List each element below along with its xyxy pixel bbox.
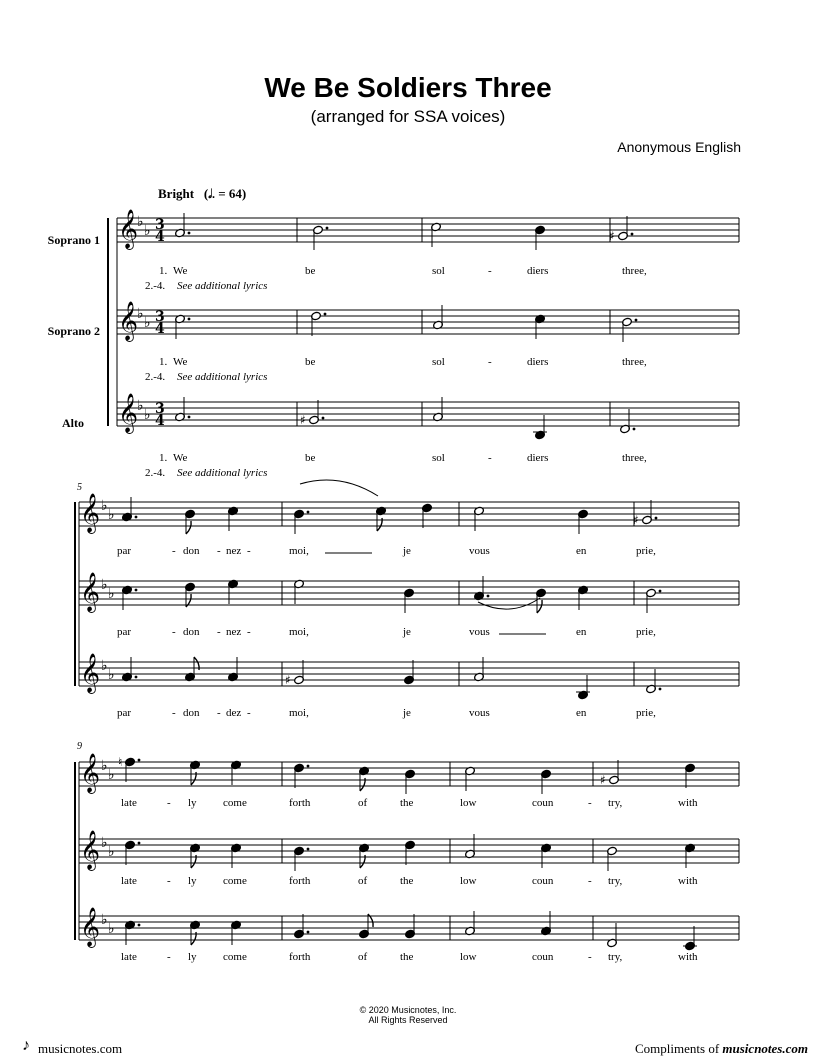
lyric-syllable: - bbox=[488, 356, 492, 368]
lyric-syllable: coun bbox=[532, 797, 554, 809]
lyric-syllable: with bbox=[678, 951, 698, 963]
lyric-syllable: - bbox=[167, 875, 171, 887]
lyric-syllable: - bbox=[488, 265, 492, 277]
dot bbox=[635, 319, 638, 322]
dot bbox=[188, 232, 191, 235]
time-signature-bottom: 4 bbox=[155, 321, 165, 337]
lyric-syllable: en bbox=[576, 707, 587, 719]
sharp-icon: ♯ bbox=[600, 773, 606, 787]
time-signature-top: 3 bbox=[155, 217, 165, 233]
lyric-syllable: par bbox=[117, 707, 132, 719]
dot bbox=[307, 931, 310, 934]
part-label-soprano2: Soprano 2 bbox=[47, 324, 100, 338]
treble-clef-icon: 𝄞 bbox=[118, 393, 139, 433]
lyric-syllable: - bbox=[588, 797, 592, 809]
lyric-syllable: try, bbox=[608, 875, 623, 887]
treble-clef-icon: 𝄞 bbox=[80, 653, 101, 693]
eighth-flag bbox=[186, 521, 191, 534]
dot bbox=[307, 765, 310, 768]
lyric-syllable: three, bbox=[622, 356, 647, 368]
flat-icon: ♭ bbox=[137, 306, 144, 322]
flat-icon: ♭ bbox=[101, 758, 108, 774]
lyric-syllable: don bbox=[183, 626, 200, 638]
dot bbox=[135, 676, 138, 679]
sharp-icon: ♯ bbox=[285, 673, 291, 687]
lyric-syllable: late bbox=[121, 797, 137, 809]
lyric-syllable: the bbox=[400, 951, 414, 963]
treble-clef-icon: 𝄞 bbox=[80, 753, 101, 793]
dot bbox=[326, 227, 329, 230]
flat-icon: ♭ bbox=[144, 223, 151, 239]
brand-link[interactable]: musicnotes.com bbox=[38, 1041, 123, 1056]
part-label-soprano1: Soprano 1 bbox=[47, 233, 100, 247]
lyric-syllable: je bbox=[403, 707, 411, 719]
lyric-syllable: - bbox=[217, 707, 221, 719]
dot bbox=[188, 416, 191, 419]
lyric-syllable: vous bbox=[469, 707, 490, 719]
copyright-line1: © 2020 Musicnotes, Inc. bbox=[359, 1005, 457, 1015]
lyric-syllable: diers bbox=[527, 265, 549, 277]
lyric-syllable: dez bbox=[226, 707, 242, 719]
eighth-flag bbox=[537, 600, 542, 613]
lyric-syllable: ly bbox=[188, 951, 197, 963]
treble-clef-icon: 𝄞 bbox=[80, 830, 101, 870]
lyric-syllable: low bbox=[460, 875, 477, 887]
flat-icon: ♭ bbox=[144, 407, 151, 423]
treble-clef-icon: 𝄞 bbox=[80, 572, 101, 612]
additional-lyrics-note: See additional lyrics bbox=[177, 371, 268, 383]
dot bbox=[631, 233, 634, 236]
lyric-syllable: three, bbox=[622, 452, 647, 464]
lyric-syllable: ly bbox=[188, 797, 197, 809]
flat-icon: ♭ bbox=[101, 912, 108, 928]
dot bbox=[633, 428, 636, 431]
flat-icon: ♭ bbox=[108, 586, 115, 602]
flat-icon: ♭ bbox=[101, 498, 108, 514]
dot bbox=[135, 589, 138, 592]
lyric-syllable: sol bbox=[432, 265, 445, 277]
dot bbox=[659, 590, 662, 593]
tie-slur bbox=[300, 480, 378, 496]
additional-verse-number: 2.-4. bbox=[145, 467, 166, 479]
lyric-syllable: don bbox=[183, 707, 200, 719]
lyric-syllable: prie, bbox=[636, 707, 656, 719]
flat-icon: ♭ bbox=[108, 767, 115, 783]
dot bbox=[138, 759, 141, 762]
lyric-syllable: diers bbox=[527, 452, 549, 464]
sharp-icon: ♯ bbox=[633, 513, 639, 527]
lyric-syllable: - bbox=[167, 797, 171, 809]
lyric-syllable: - bbox=[172, 545, 176, 557]
tempo-word: Bright bbox=[158, 186, 195, 201]
tie-slur bbox=[478, 598, 540, 609]
lyric-syllable: - bbox=[217, 545, 221, 557]
time-signature-top: 3 bbox=[155, 401, 165, 417]
lyric-syllable: come bbox=[223, 875, 247, 887]
lyric-syllable: - bbox=[588, 875, 592, 887]
dot bbox=[655, 517, 658, 520]
lyric-syllable: - bbox=[247, 707, 251, 719]
additional-lyrics-note: See additional lyrics bbox=[177, 280, 268, 292]
lyric-syllable: of bbox=[358, 797, 368, 809]
lyric-syllable: coun bbox=[532, 951, 554, 963]
dot bbox=[324, 313, 327, 316]
time-signature-bottom: 4 bbox=[155, 413, 165, 429]
additional-verse-number: 2.-4. bbox=[145, 280, 166, 292]
treble-clef-icon: 𝄞 bbox=[118, 209, 139, 249]
dotted-half-note-icon: 𝅗𝅥. bbox=[208, 187, 215, 201]
part-label-alto: Alto bbox=[62, 416, 84, 430]
lyric-syllable: prie, bbox=[636, 545, 656, 557]
verse-number: 1. bbox=[159, 356, 168, 368]
flat-icon: ♭ bbox=[108, 921, 115, 937]
lyric-syllable: je bbox=[403, 626, 411, 638]
copyright-line2: All Rights Reserved bbox=[368, 1015, 448, 1025]
lyric-syllable: en bbox=[576, 626, 587, 638]
lyric-syllable: be bbox=[305, 265, 316, 277]
compliments-prefix: Compliments of bbox=[635, 1041, 720, 1056]
page-subtitle: (arranged for SSA voices) bbox=[310, 107, 506, 126]
treble-clef-icon: 𝄞 bbox=[80, 907, 101, 947]
lyric-syllable: come bbox=[223, 797, 247, 809]
lyric-syllable: - bbox=[172, 626, 176, 638]
flat-icon: ♭ bbox=[137, 214, 144, 230]
lyric-syllable: with bbox=[678, 875, 698, 887]
flat-icon: ♭ bbox=[137, 398, 144, 414]
lyric-syllable: moi, bbox=[289, 626, 309, 638]
sharp-icon: ♯ bbox=[609, 229, 615, 243]
lyric-syllable: - bbox=[588, 951, 592, 963]
lyric-syllable: We bbox=[173, 356, 188, 368]
lyric-syllable: the bbox=[400, 875, 414, 887]
lyric-syllable: nez bbox=[226, 626, 242, 638]
lyric-syllable: - bbox=[247, 545, 251, 557]
lyric-syllable: of bbox=[358, 951, 368, 963]
measure-number-9: 9 bbox=[77, 741, 82, 752]
lyric-syllable: forth bbox=[289, 875, 311, 887]
lyric-syllable: low bbox=[460, 951, 477, 963]
tempo-open: ( bbox=[197, 186, 209, 201]
lyric-syllable: be bbox=[305, 356, 316, 368]
lyric-syllable: come bbox=[223, 951, 247, 963]
flat-icon: ♭ bbox=[101, 835, 108, 851]
treble-clef-icon: 𝄞 bbox=[80, 493, 101, 533]
natural-icon: ♮ bbox=[118, 755, 123, 769]
lyric-syllable: - bbox=[247, 626, 251, 638]
sharp-icon: ♯ bbox=[300, 413, 306, 427]
lyric-syllable: forth bbox=[289, 951, 311, 963]
lyric-syllable: ly bbox=[188, 875, 197, 887]
lyric-syllable: We bbox=[173, 265, 188, 277]
flat-icon: ♭ bbox=[101, 577, 108, 593]
lyric-syllable: late bbox=[121, 951, 137, 963]
lyric-syllable: We bbox=[173, 452, 188, 464]
compliments-site[interactable]: musicnotes.com bbox=[722, 1041, 808, 1056]
tempo-marking: Bright (𝅗𝅥. = 64) bbox=[158, 186, 247, 201]
lyric-syllable: par bbox=[117, 626, 132, 638]
dot bbox=[307, 511, 310, 514]
lyric-syllable: par bbox=[117, 545, 132, 557]
lyric-syllable: try, bbox=[608, 797, 623, 809]
lyric-syllable: of bbox=[358, 875, 368, 887]
flat-icon: ♭ bbox=[101, 658, 108, 674]
additional-lyrics-note: See additional lyrics bbox=[177, 467, 268, 479]
lyric-syllable: nez bbox=[226, 545, 242, 557]
dot bbox=[138, 924, 141, 927]
lyric-syllable: - bbox=[167, 951, 171, 963]
lyric-syllable: en bbox=[576, 545, 587, 557]
lyric-syllable: forth bbox=[289, 797, 311, 809]
lyric-syllable: don bbox=[183, 545, 200, 557]
copyright bbox=[0, 1005, 816, 1025]
lyric-syllable: late bbox=[121, 875, 137, 887]
lyric-syllable: three, bbox=[622, 265, 647, 277]
lyric-syllable: low bbox=[460, 797, 477, 809]
tempo-value: = 64 bbox=[218, 186, 242, 201]
dot bbox=[138, 842, 141, 845]
flat-icon: ♭ bbox=[144, 315, 151, 331]
lyric-syllable: be bbox=[305, 452, 316, 464]
dot bbox=[135, 516, 138, 519]
flat-icon: ♭ bbox=[108, 844, 115, 860]
additional-verse-number: 2.-4. bbox=[145, 371, 166, 383]
lyric-syllable: sol bbox=[432, 452, 445, 464]
compliments bbox=[635, 1041, 808, 1057]
lyric-syllable: moi, bbox=[289, 707, 309, 719]
dot bbox=[487, 595, 490, 598]
dot bbox=[322, 417, 325, 420]
lyric-syllable: vous bbox=[469, 545, 490, 557]
measure-number-5: 5 bbox=[77, 482, 82, 493]
music-note-icon: ♪ bbox=[22, 1037, 30, 1054]
lyric-syllable: try, bbox=[608, 951, 623, 963]
lyric-syllable: the bbox=[400, 797, 414, 809]
flat-icon: ♭ bbox=[108, 507, 115, 523]
lyric-syllable: je bbox=[403, 545, 411, 557]
flat-icon: ♭ bbox=[108, 667, 115, 683]
lyric-syllable: - bbox=[217, 626, 221, 638]
verse-number: 1. bbox=[159, 265, 168, 277]
dot bbox=[659, 688, 662, 691]
lyric-syllable: moi, bbox=[289, 545, 309, 557]
dot bbox=[307, 848, 310, 851]
lyric-syllable: coun bbox=[532, 875, 554, 887]
time-signature-bottom: 4 bbox=[155, 229, 165, 245]
lyric-syllable: prie, bbox=[636, 626, 656, 638]
lyric-syllable: with bbox=[678, 797, 698, 809]
dot bbox=[188, 318, 191, 321]
composer: Anonymous English bbox=[617, 139, 741, 155]
treble-clef-icon: 𝄞 bbox=[118, 301, 139, 341]
lyric-syllable: vous bbox=[469, 626, 490, 638]
lyric-syllable: - bbox=[172, 707, 176, 719]
lyric-syllable: - bbox=[488, 452, 492, 464]
time-signature-top: 3 bbox=[155, 309, 165, 325]
lyric-syllable: sol bbox=[432, 356, 445, 368]
page-title: We Be Soldiers Three bbox=[264, 72, 552, 103]
lyric-syllable: diers bbox=[527, 356, 549, 368]
verse-number: 1. bbox=[159, 452, 168, 464]
